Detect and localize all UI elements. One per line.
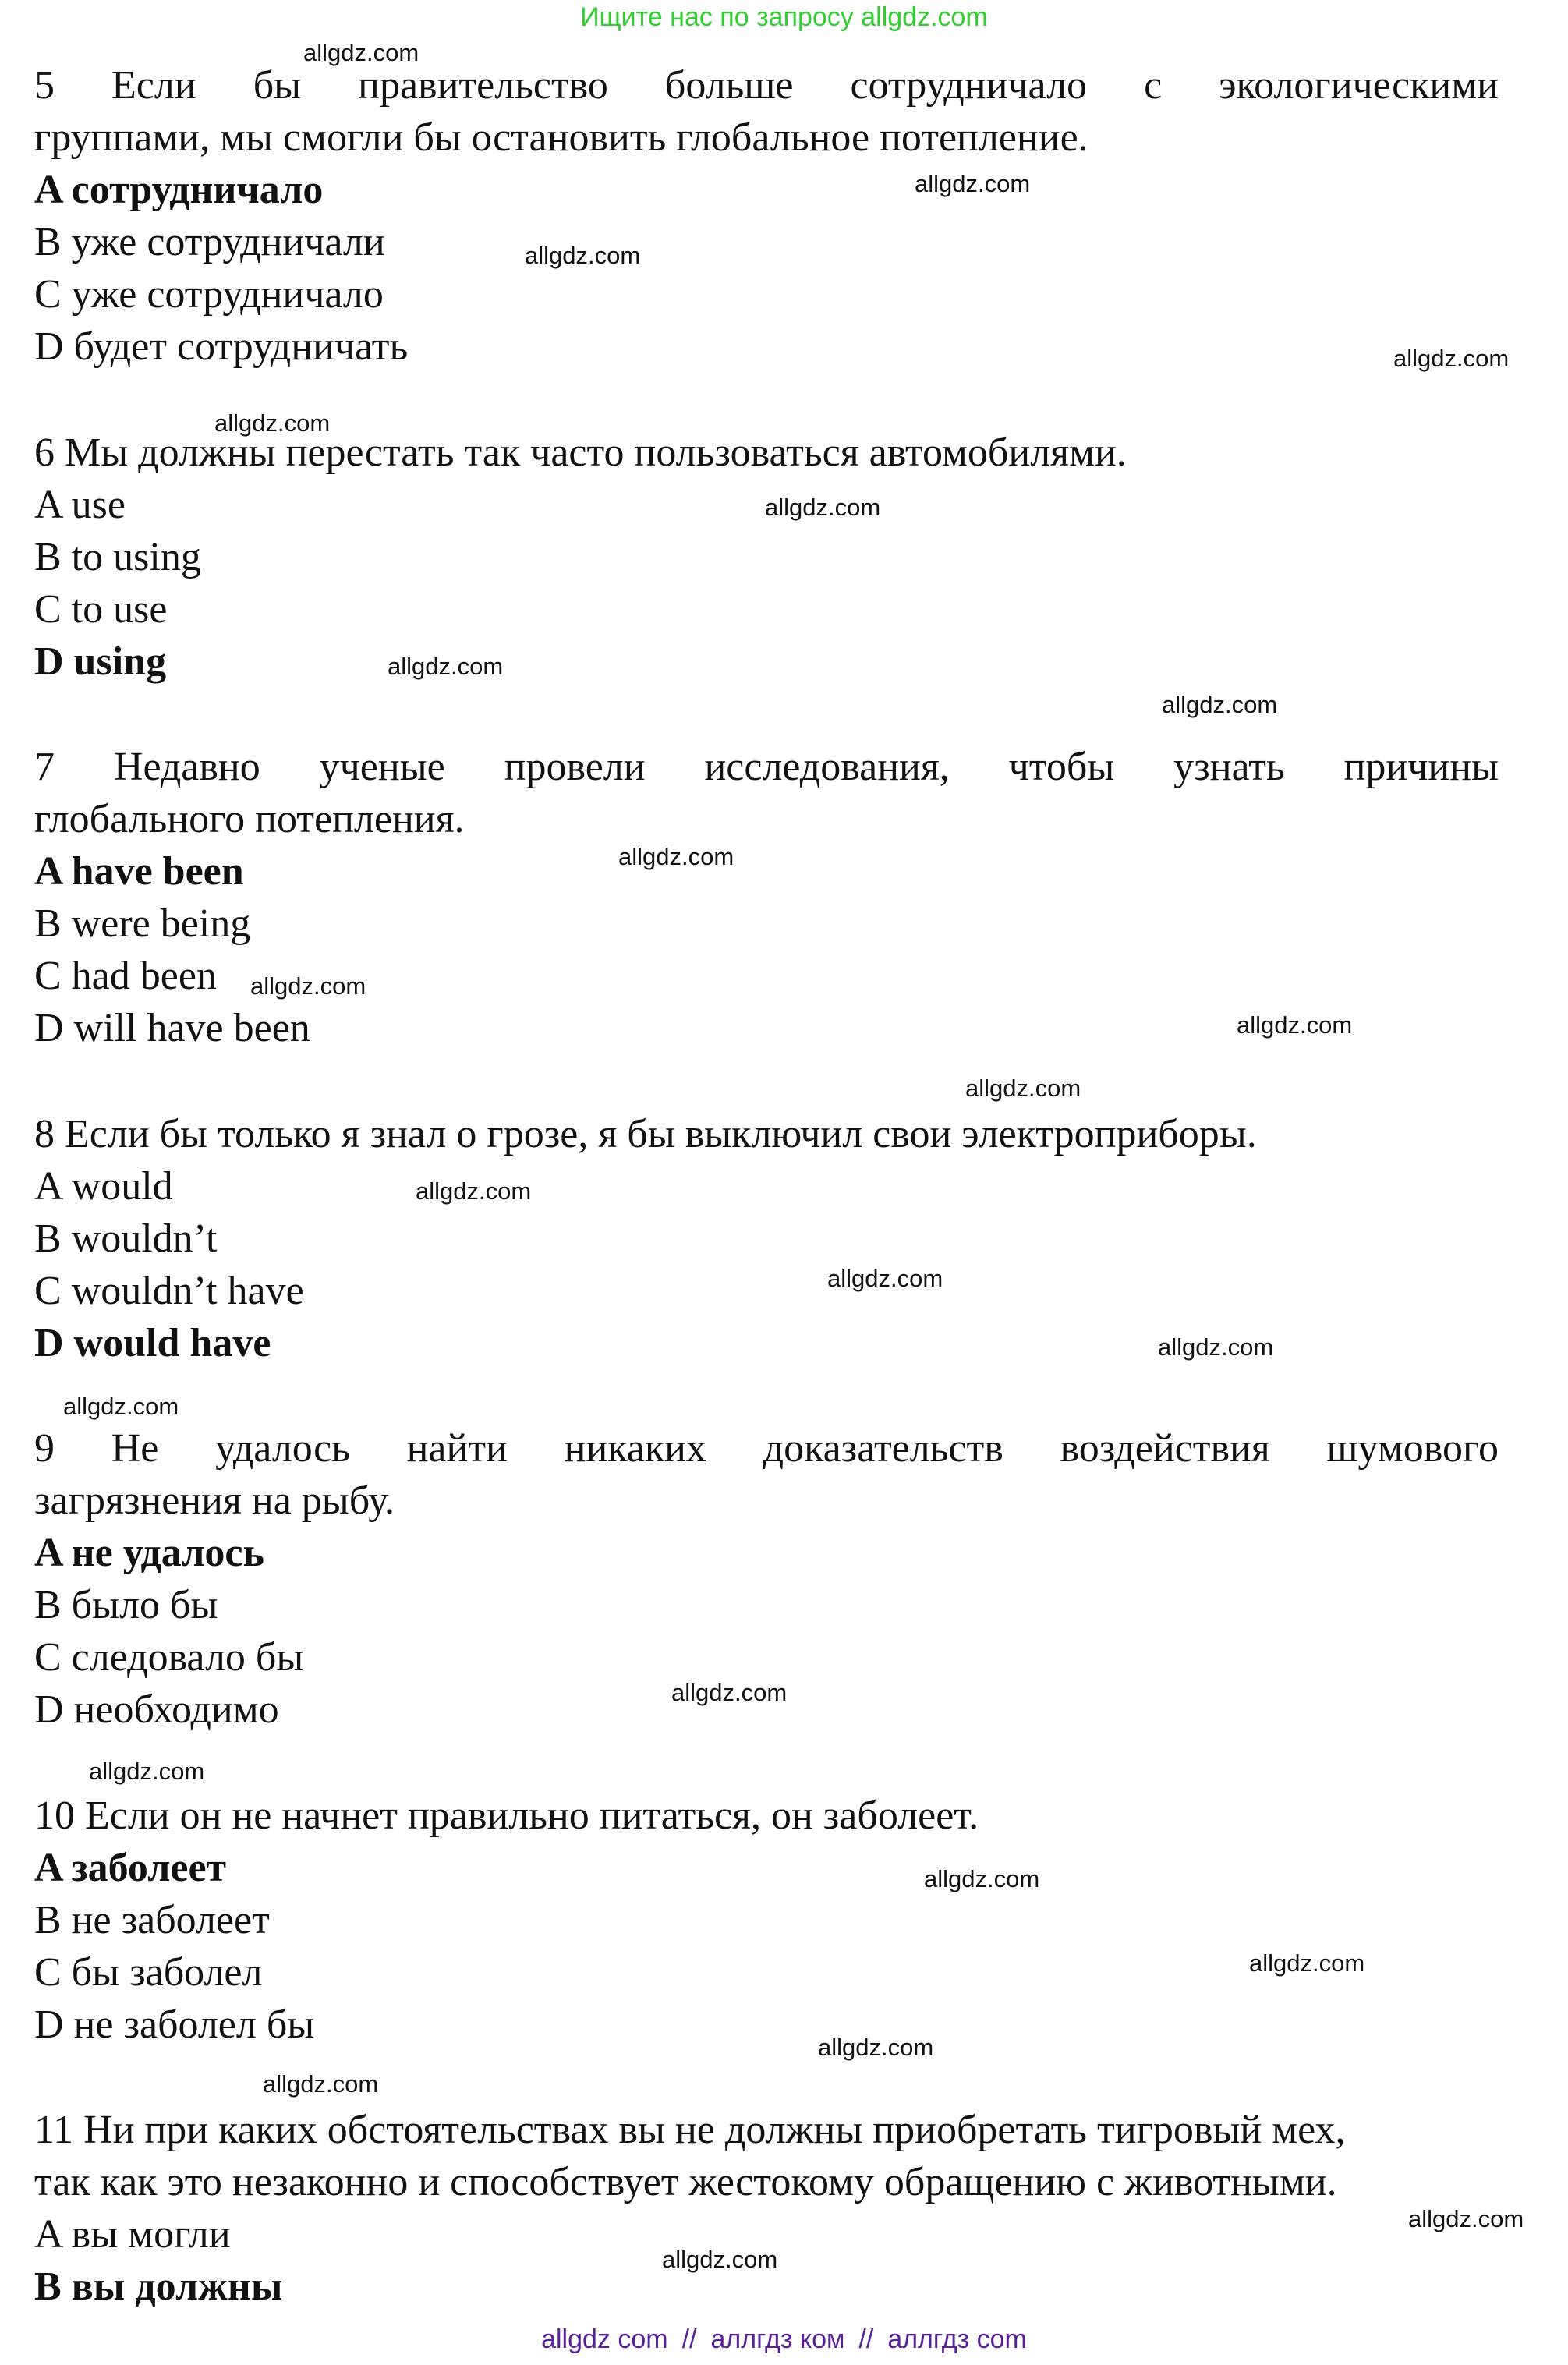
- watermark: allgdz.com: [671, 1679, 788, 1706]
- q5-option-b: B уже сотрудничали: [34, 220, 385, 264]
- footer-separator: //: [858, 2324, 874, 2354]
- q9-option-c: C следовало бы: [34, 1635, 304, 1680]
- q5-option-a: A сотрудничало: [34, 168, 324, 212]
- watermark: allgdz.com: [915, 170, 1031, 197]
- q5-line-1: 5 Если бы правительство больше сотрудничало с экологическими: [34, 63, 1499, 108]
- q8-option-a: A would: [34, 1164, 173, 1209]
- watermark: allgdz.com: [765, 494, 881, 521]
- q6-option-a: A use: [34, 483, 126, 527]
- footer-link-2[interactable]: аллгдз ком: [710, 2324, 845, 2354]
- q6-option-b: B to using: [34, 535, 201, 579]
- q9-line-2: загрязнения на рыбу.: [34, 1478, 395, 1523]
- watermark: allgdz.com: [924, 1865, 1040, 1892]
- q8-option-d: D would have: [34, 1321, 271, 1365]
- q10-option-c: C бы заболел: [34, 1950, 263, 1995]
- q7-option-a: A have been: [34, 849, 244, 894]
- q7-option-b: B were being: [34, 901, 251, 946]
- watermark: allgdz.com: [618, 843, 734, 870]
- q6-option-c: C to use: [34, 587, 168, 632]
- watermark: allgdz.com: [250, 972, 366, 1000]
- watermark: allgdz.com: [1408, 2205, 1524, 2232]
- q7-option-c: C had been: [34, 954, 217, 998]
- q7-option-d: D will have been: [34, 1006, 310, 1050]
- q9-option-a: A не удалось: [34, 1531, 264, 1575]
- q5-line-2: группами, мы смогли бы остановить глобальное потепление.: [34, 115, 1088, 160]
- watermark: allgdz.com: [1158, 1333, 1274, 1361]
- watermark: allgdz.com: [818, 2034, 934, 2061]
- watermark: allgdz.com: [525, 242, 641, 269]
- watermark: allgdz.com: [416, 1177, 532, 1205]
- q10-option-b: B не заболеет: [34, 1898, 270, 1942]
- q10-line-1: 10 Если он не начнет правильно питаться, он заболеет.: [34, 1793, 979, 1838]
- q11-line-2: так как это незаконно и способствует жестокому обращению с животными.: [34, 2160, 1337, 2204]
- footer-link-1[interactable]: allgdz com: [541, 2324, 668, 2354]
- footer-links: [0, 2322, 1568, 2356]
- q5-option-c: C уже сотрудничало: [34, 272, 384, 317]
- q11-option-a: A вы могли: [34, 2212, 231, 2257]
- top-banner: Ищите нас по запросу allgdz.com: [580, 2, 988, 32]
- q11-option-b: B вы должны: [34, 2264, 283, 2309]
- watermark: allgdz.com: [1162, 691, 1278, 718]
- watermark: allgdz.com: [662, 2246, 778, 2273]
- q6-option-d: D using: [34, 639, 167, 684]
- q8-option-c: C wouldn’t have: [34, 1269, 304, 1313]
- q5-option-d: D будет сотрудничать: [34, 324, 409, 369]
- q11-line-1: 11 Ни при каких обстоятельствах вы не должны приобретать тигровый мех,: [34, 2108, 1346, 2152]
- footer-separator: //: [681, 2324, 697, 2354]
- q6-line-1: 6 Мы должны перестать так часто пользоваться автомобилями.: [34, 430, 1127, 475]
- q8-line-1: 8 Если бы только я знал о грозе, я бы выключил свои электроприборы.: [34, 1112, 1257, 1156]
- watermark: allgdz.com: [1237, 1011, 1353, 1039]
- footer-link-3[interactable]: аллгдз com: [887, 2324, 1027, 2354]
- q9-option-b: B было бы: [34, 1583, 218, 1627]
- watermark: allgdz.com: [388, 653, 504, 680]
- q7-line-2: глобального потепления.: [34, 797, 465, 841]
- watermark: allgdz.com: [214, 409, 331, 437]
- q9-line-1: 9 Не удалось найти никаких доказательств воздействия шумового: [34, 1426, 1499, 1471]
- watermark: allgdz.com: [827, 1265, 943, 1292]
- q7-line-1: 7 Недавно ученые провели исследования, чтобы узнать причины: [34, 745, 1499, 789]
- q9-option-d: D необходимо: [34, 1687, 279, 1732]
- watermark: allgdz.com: [263, 2070, 379, 2098]
- watermark: allgdz.com: [303, 39, 419, 66]
- q10-option-d: D не заболел бы: [34, 2002, 315, 2047]
- q10-option-a: A заболеет: [34, 1846, 227, 1890]
- watermark: allgdz.com: [965, 1075, 1081, 1102]
- watermark: allgdz.com: [1249, 1949, 1365, 1977]
- watermark: allgdz.com: [1393, 345, 1510, 372]
- watermark: allgdz.com: [63, 1393, 179, 1420]
- watermark: allgdz.com: [89, 1758, 205, 1785]
- q8-option-b: B wouldn’t: [34, 1216, 218, 1261]
